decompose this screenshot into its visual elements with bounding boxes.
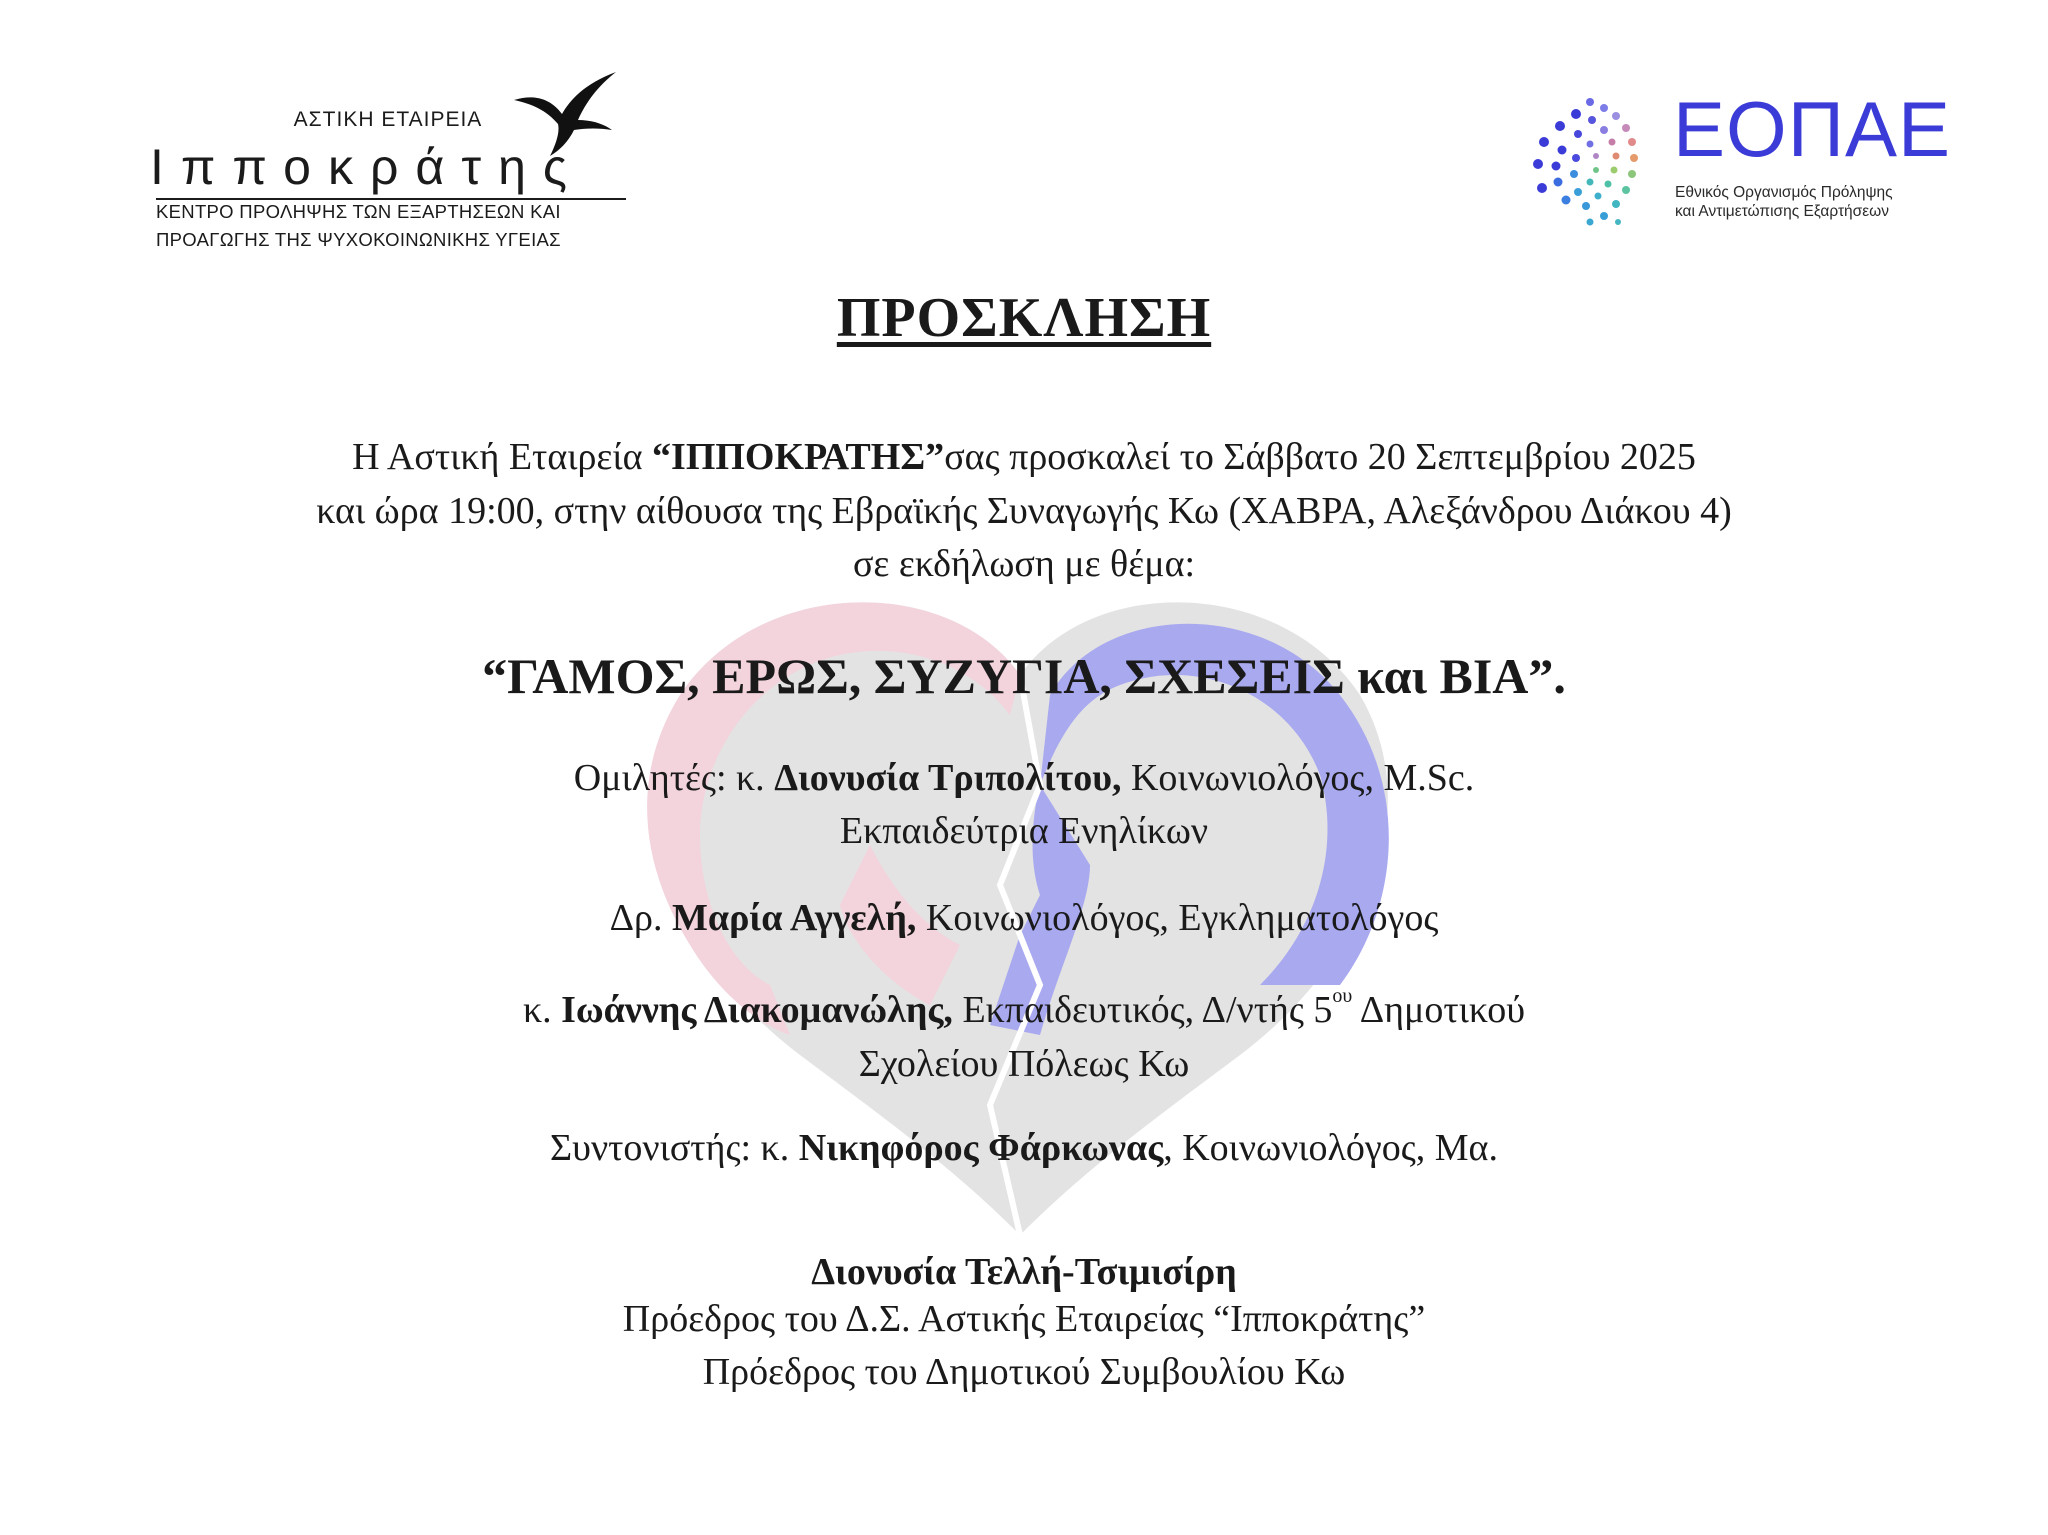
intro-line-2: και ώρα 19:00, στην αίθουσα της Εβραϊκής Συναγωγής Κω (ΧΑΒΡΑ, Αλεξάνδρου Διάκου 4): [316, 490, 1732, 532]
moderator-prefix: Συντονιστής: κ.: [550, 1127, 799, 1169]
speaker-2-title: Κοινωνιολόγος, Εγκληματολόγος: [916, 897, 1439, 939]
speaker-1: [0, 756, 2048, 800]
signatory-name: Διονυσία Τελλή-Τσιμισίρη: [811, 1251, 1237, 1293]
logo-company-label: ΑΣΤΙΚΗ ΕΤΑΙΡΕΙΑ: [293, 108, 483, 131]
eopae-subtitle-line2: και Αντιμετώπισης Εξαρτήσεων: [1675, 203, 1890, 220]
speaker-1-line2: Εκπαιδεύτρια Ενηλίκων: [839, 810, 1209, 852]
moderator: [0, 1126, 2048, 1170]
signatory-role-1: Πρόεδρος του Δ.Σ. Αστικής Εταιρείας “Ιπποκράτης”: [622, 1298, 1426, 1340]
speaker-2-prefix: Δρ.: [609, 897, 673, 939]
speaker-3-title-a: Εκπαιδευτικός, Δ/ντής 5: [952, 989, 1333, 1031]
intro-org-name: “ΙΠΠΟΚΡΑΤΗΣ”: [652, 436, 945, 478]
speaker-1-title: Κοινωνιολόγος, M.Sc.: [1121, 757, 1475, 799]
eopae-name: ΕΟΠΑΕ: [1673, 85, 1952, 173]
speaker-2-name: Μαρία Αγγελή,: [672, 897, 917, 939]
speaker-3: [0, 985, 2048, 1032]
speaker-1-prefix: Ομιλητές: κ.: [573, 757, 775, 799]
eopae-subtitle-line1: Εθνικός Οργανισμός Πρόληψης: [1675, 184, 1893, 201]
moderator-title: , Κοινωνιολόγος, Μα.: [1163, 1127, 1498, 1169]
intro-line-1: [0, 438, 2048, 476]
speaker-1-name: Διονυσία Τριπολίτου,: [774, 757, 1122, 799]
speaker-3-line2: Σχολείου Πόλεως Κω: [858, 1043, 1190, 1085]
speaker-3-prefix: κ.: [522, 989, 562, 1031]
logo-subtitle-line2: ΠΡΟΑΓΩΓΗΣ ΤΗΣ ΨΥΧΟΚΟΙΝΩΝΙΚΗΣ ΥΓΕΙΑΣ: [156, 229, 561, 250]
speaker-3-superscript: ου: [1332, 985, 1353, 1007]
speaker-3-title-b: Δημοτικού: [1352, 989, 1526, 1031]
logo-subtitle-line1: ΚΕΝΤΡΟ ΠΡΟΛΗΨΗΣ ΤΩΝ ΕΞΑΡΤΗΣΕΩΝ ΚΑΙ: [156, 201, 561, 222]
intro-prefix: Η Αστική Εταιρεία: [352, 436, 653, 478]
intro-date: σας προσκαλεί το Σάββατο 20 Σεπτεμβρίου 2025: [944, 436, 1696, 478]
logo-name: Ιπποκράτης: [150, 139, 584, 195]
moderator-name: Νικηφόρος Φάρκωνας: [798, 1127, 1164, 1169]
invitation-title: ΠΡΟΣΚΛΗΣΗ: [836, 287, 1212, 349]
dot-spiral-icon: [1530, 92, 1660, 232]
speaker-2: [0, 896, 2048, 940]
intro-line-3: σε εκδήλωση με θέμα:: [852, 543, 1196, 585]
event-theme: “ΓΑΜΟΣ, ΕΡΩΣ, ΣΥΖΥΓΙΑ, ΣΧΕΣΕΙΣ και ΒΙΑ”.: [482, 648, 1566, 704]
hippocrates-logo: [150, 66, 650, 266]
logo-divider: [156, 198, 626, 200]
signatory-role-2: Πρόεδρος του Δημοτικού Συμβουλίου Κω: [702, 1351, 1346, 1393]
eopae-logo: [1530, 85, 1970, 232]
speaker-3-name: Ιωάννης Διακομανώλης,: [561, 989, 953, 1031]
